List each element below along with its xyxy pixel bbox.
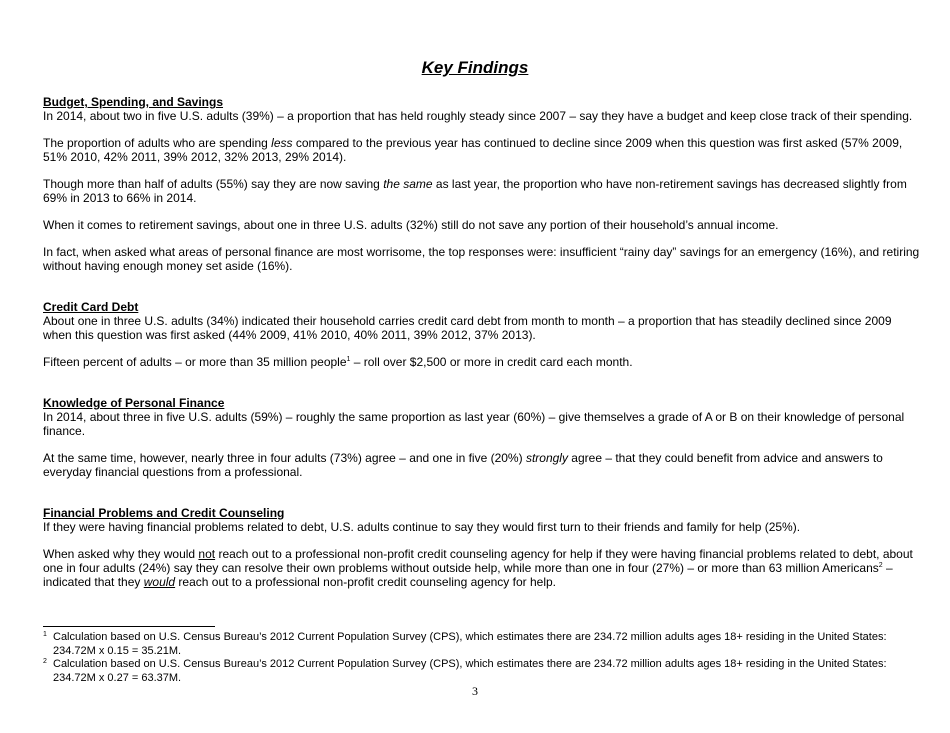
page-number: 3 — [472, 684, 478, 698]
footnote — [43, 631, 923, 658]
footnote-text: Calculation based on U.S. Census Bureau’s 2012 Current Population Survey (CPS), which estimates there are 234.72 million adults ages 18+ residing in the United States: 234.72M x 0.15 = 35.21M. — [53, 631, 887, 657]
emphasis-text: would — [143, 575, 176, 589]
paragraph — [43, 451, 923, 479]
section-heading: Knowledge of Personal Finance — [43, 396, 225, 410]
text-run: reach out to a professional non-profit credit counseling agency for help if they were having financial problems related to debt, about one in four adults (24%) say they can resolve their own problems without outside help, while more than one in four (27%) – or more than 63 million Americans — [43, 547, 913, 575]
paragraph: In fact, when asked what areas of personal finance are most worrisome, the top responses were: insufficient “rainy day” savings for an emergency (16%), and retiring without having enough money set aside (16%). — [43, 245, 920, 273]
text-run: – roll over $2,500 or more in credit card each month. — [350, 355, 633, 369]
text-run: Though more than half of adults (55%) say they are now saving — [43, 177, 384, 191]
text-run: – indicated that they — [43, 561, 893, 589]
text-run: When asked why they would — [43, 547, 199, 561]
footnote-mark: 2 — [43, 658, 47, 665]
paragraph: In 2014, about three in five U.S. adults (59%) – roughly the same proportion as last year (60%) – give themselves a grade of A or B on their knowledge of personal finance. — [43, 410, 905, 438]
text-run: The proportion of adults who are spending — [43, 136, 272, 150]
text-run: compared to the previous year has continued to decline since 2009 when this question was first asked (57% 2009, 51% 2010, 42% 2011, 39% 2012, 32% 2013, 29% 2014). — [43, 136, 903, 164]
footnote-text: Calculation based on U.S. Census Bureau’s 2012 Current Population Survey (CPS), which estimates there are 234.72 million adults ages 18+ residing in the United States: 234.72M x 0.27 = 63.37M. — [53, 658, 887, 684]
paragraph: In 2014, about two in five U.S. adults (39%) – a proportion that has held roughly steady since 2007 – say they have a budget and keep close track of their spending. — [43, 109, 913, 123]
text-run: reach out to a professional non-profit credit counseling agency for help. — [175, 575, 556, 589]
footnote-divider — [43, 626, 215, 627]
section-heading: Credit Card Debt — [43, 300, 139, 314]
underlined-text: not — [198, 547, 216, 561]
paragraph: About one in three U.S. adults (34%) indicated their household carries credit card debt from month to month – a proportion that has steadily declined since 2009 when this question was first asked (44% 2009, 41% 2010, 40% 2011, 39% 2012, 37% 2013). — [43, 314, 892, 342]
text-run: as last year, the proportion who have non-retirement savings has decreased slightly from 69% in 2013 to 66% in 2014. — [43, 177, 907, 205]
section-heading: Budget, Spending, and Savings — [43, 95, 224, 109]
paragraph — [43, 355, 923, 369]
footnotes — [43, 631, 923, 685]
paragraph — [43, 177, 923, 205]
section-financial-problems — [43, 506, 923, 589]
section-credit-card-debt — [43, 300, 923, 369]
page-title: Key Findings — [421, 58, 529, 77]
section-knowledge — [43, 396, 923, 479]
emphasis-text: the same — [383, 177, 433, 191]
paragraph — [43, 547, 923, 589]
text-run: agree – that they could benefit from advice and answers to everyday financial questions from a professional. — [43, 451, 883, 479]
paragraph: When it comes to retirement savings, about one in three U.S. adults (32%) still do not save any portion of their household’s annual income. — [43, 218, 779, 232]
emphasis-text: strongly — [525, 451, 568, 465]
text-run: At the same time, however, nearly three in four adults (73%) agree – and one in five (20%) — [43, 451, 526, 465]
section-budget — [43, 95, 923, 273]
footnote-ref: 1 — [346, 356, 351, 363]
footnote-ref: 2 — [878, 562, 883, 569]
footnote-mark: 1 — [43, 631, 47, 638]
text-run: Fifteen percent of adults – or more than 35 million people — [43, 355, 347, 369]
document-body — [43, 95, 923, 589]
footnote — [43, 658, 923, 685]
paragraph — [43, 136, 923, 164]
emphasis-text: less — [271, 136, 293, 150]
section-heading: Financial Problems and Credit Counseling — [43, 506, 285, 520]
paragraph: If they were having financial problems related to debt, U.S. adults continue to say they would first turn to their friends and family for help (25%). — [43, 520, 801, 534]
